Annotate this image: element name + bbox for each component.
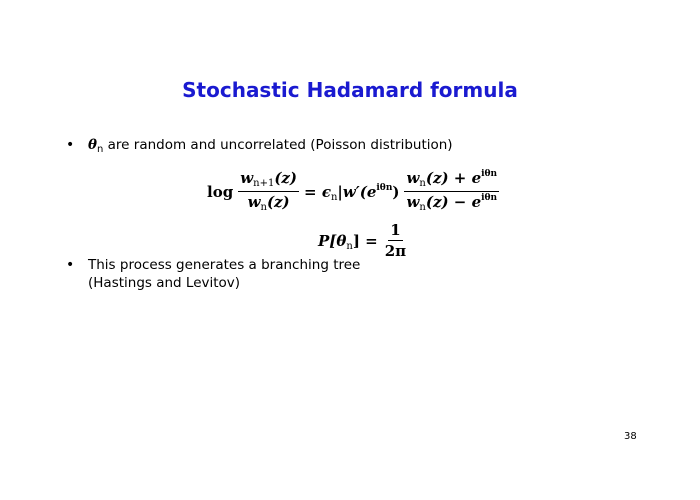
- lhs-denominator: [246, 192, 292, 215]
- rhs-den-rest: (z) − e: [425, 193, 482, 211]
- equation-probability: [316, 220, 411, 261]
- bullet-text: [88, 256, 360, 292]
- rhs-num-rest: (z) + e: [425, 169, 482, 187]
- lhs-den-sub: n: [260, 202, 267, 213]
- bullet-text: [88, 136, 453, 156]
- middle-rest: |w′(e: [337, 182, 377, 201]
- bullet-item: [66, 256, 360, 292]
- middle-close: ): [392, 182, 400, 201]
- bullet-line-2: (Hastings and Levitov): [88, 275, 241, 291]
- prob-lhs: [318, 232, 378, 250]
- bullet-item: [66, 136, 453, 156]
- theta-subscript: n: [97, 144, 104, 155]
- lhs-num-arg: (z): [274, 169, 298, 187]
- lhs-fraction: [238, 168, 299, 215]
- lhs-num-sub: n+1: [253, 178, 275, 189]
- rhs-den-sub: n: [419, 202, 426, 213]
- rhs-denominator: [404, 192, 499, 215]
- rhs-num-var: w: [406, 169, 420, 187]
- prob-lhs-text: P[θ: [318, 231, 347, 250]
- theta-symbol: θ: [88, 137, 98, 153]
- prob-numerator: 1: [390, 221, 401, 239]
- bullet-dot-icon: •: [66, 257, 75, 273]
- lhs-den-var: w: [247, 193, 261, 211]
- bullet-text-body: are random and uncorrelated (Poisson distribution): [103, 137, 453, 153]
- rhs-den-var: w: [406, 193, 420, 211]
- rhs-num-exponent: iθn: [481, 169, 498, 179]
- page-number: 38: [624, 431, 637, 442]
- prob-fraction: [383, 220, 408, 261]
- prob-lhs-sub: n: [346, 240, 353, 252]
- rhs-num-sub: n: [419, 178, 426, 189]
- prob-denominator: 2π: [384, 242, 407, 260]
- lhs-num-var: w: [240, 169, 254, 187]
- middle-sub: n: [330, 191, 338, 203]
- lhs-den-arg: (z): [266, 193, 290, 211]
- rhs-numerator: [404, 168, 499, 192]
- rhs-den-exponent: iθn: [481, 193, 498, 203]
- bullet-dot-icon: •: [66, 137, 75, 153]
- log-operator: log: [207, 182, 234, 201]
- lhs-numerator: [238, 168, 299, 192]
- prob-lhs-close: ] =: [352, 231, 378, 250]
- bullet-line-1: This process generates a branching tree: [88, 257, 361, 273]
- slide-title: Stochastic Hadamard formula: [182, 78, 518, 102]
- middle-epsilon: = ϵ: [304, 182, 331, 201]
- rhs-fraction: [404, 168, 499, 215]
- equation-hadamard: [205, 168, 502, 215]
- middle-exponent: iθn: [376, 182, 393, 193]
- equation-middle: [304, 183, 399, 201]
